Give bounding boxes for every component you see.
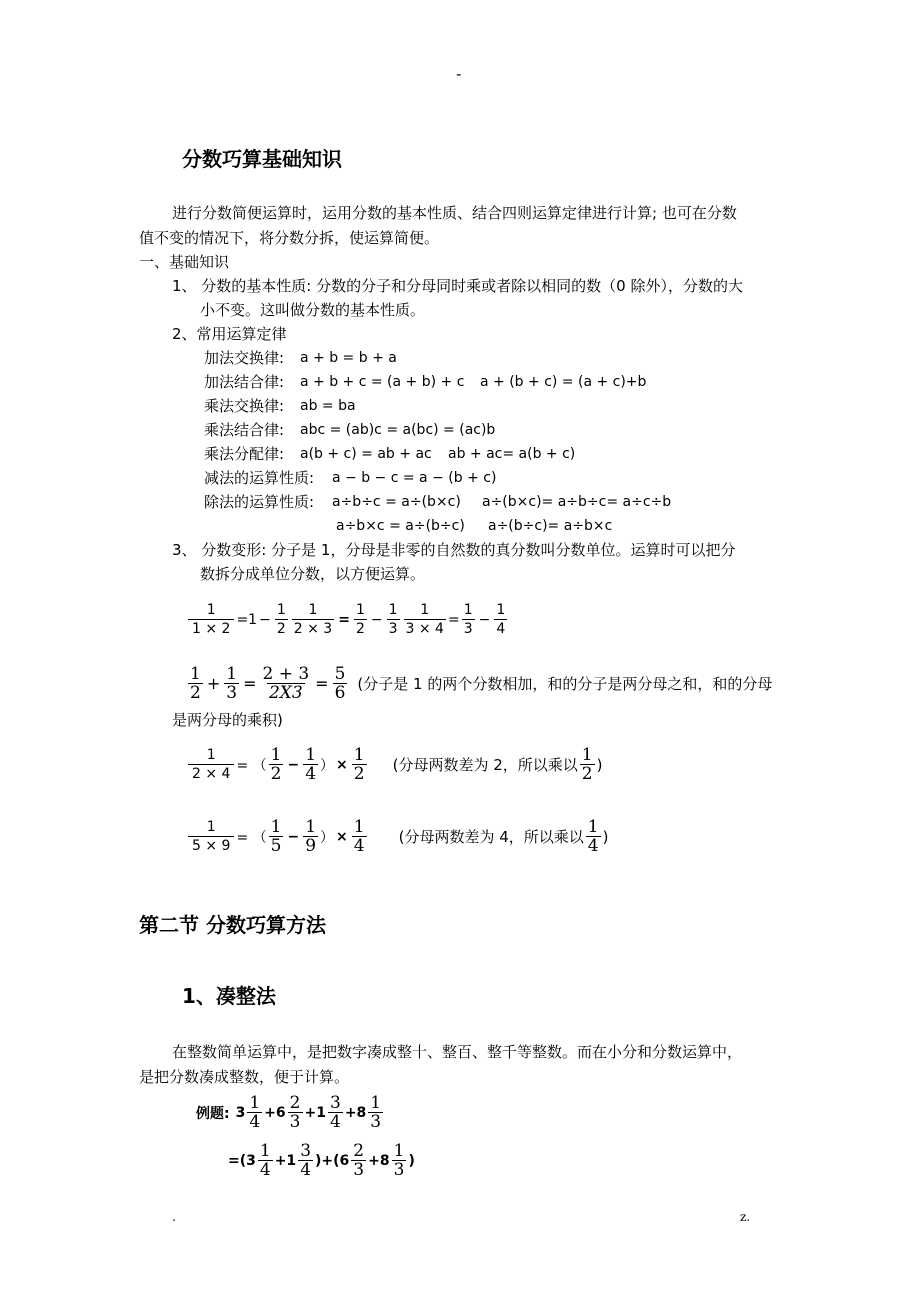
equals-paren: = （ [236,829,267,846]
formula-4-note-end: ) [602,827,609,846]
footer-left: . [172,1210,176,1224]
formula-2-note: (分子是 1 的两个分数相加，和的分子是两分母之和，和的分母 [357,674,773,693]
item1-line-1: 1、 分数的基本性质: 分数的分子和分母同时乘或者除以相同的数（0 除外），分数的大 [172,277,743,295]
equals-one: =1 [236,611,258,628]
law-expr: a(b + c) = ab + ac [300,446,432,462]
header-mark: - [456,65,462,83]
fraction: $\frac{3}{4}$ [300,1141,312,1180]
group-open: =(3 [228,1152,256,1169]
fraction: $\frac{1}{3 \times 4}$ [405,602,444,637]
law-expr-alt: ab + ac= a(b + c) [448,446,576,462]
group-close: ) [408,1152,415,1169]
item3-line-1: 3、 分数变形: 分子是 1，分母是非零的自然数的真分数叫分数单位。运算时可以把分 [172,541,736,559]
formula-2 [186,665,772,702]
footer-right: z. [740,1210,751,1224]
law-expr-extra-alt: a÷(b÷c)= a÷b×c [488,518,613,534]
intro-line-2: 值不变的情况下，将分数分拆，使运算简便。 [139,229,440,247]
fraction: $\frac{1}{5}$ [270,817,282,856]
close-paren: ） [320,829,335,846]
equals-sign: = [315,674,329,693]
plus-whole: +6 [264,1104,286,1121]
minus-sign: − [370,611,383,628]
law-label: 加法结合律: [204,373,285,391]
page-title: 分数巧算基础知识 [182,147,342,171]
fraction: $\frac{1}{4}$ [249,1093,261,1132]
minus-sign: − [287,756,300,773]
law-expr-extra: a÷b×c = a÷(b÷c) [336,518,465,534]
law-label: 乘法分配律: [204,445,285,463]
fraction: $\frac{1}{2}$ [190,664,201,703]
law-expr: a + b = b + a [300,350,397,366]
fraction: $\frac{1}{4}$ [353,817,365,856]
item3-line-2: 数拆分成单位分数，以方便运算。 [200,565,426,583]
fraction: $\frac{1}{4}$ [587,817,599,856]
law-label: 减法的运算性质: [204,469,315,487]
formula-4-note: (分母两数差为 4，所以乘以 [398,827,584,846]
fraction: $\frac{1}{3}$ [388,602,398,637]
section-heading-methods: 第二节 分数巧算方法 [139,913,326,937]
fraction: $\frac{1}{2 \times 4}$ [188,746,234,783]
law-label: 乘法结合律: [204,421,285,439]
equals-sign: = [447,611,460,628]
minus-sign: − [259,611,271,628]
close-paren: ） [320,757,335,774]
fraction: $\frac{2 + 3}{2X3}$ [262,664,310,703]
times-sign: × [336,828,348,845]
method-heading: 1、凑整法 [182,984,276,1008]
equals-paren: = （ [236,757,267,774]
formula-4 [186,818,608,855]
fraction: $\frac{1}{3}$ [370,1093,382,1132]
fraction: $\frac{1}{3}$ [463,602,473,637]
fraction: $\frac{1}{2}$ [353,745,365,784]
fraction: $\frac{1}{4}$ [305,745,317,784]
formula-3 [186,746,602,783]
fraction: $\frac{3}{4}$ [329,1093,341,1132]
fraction: $\frac{1}{2}$ [270,745,282,784]
fraction: $\frac{1}{2}$ [276,602,286,637]
plus-whole: +8 [344,1104,367,1121]
law-label: 加法交换律: [204,349,285,367]
formula-3-note-end: ) [596,755,603,774]
example-line-1 [196,1094,385,1131]
fraction: $\frac{1}{2}$ [581,745,593,784]
fraction: $\frac{2}{3}$ [289,1093,301,1132]
fraction: $\frac{1}{9}$ [305,817,317,856]
law-expr: a÷b÷c = a÷(b×c) [332,494,461,510]
fraction: $\frac{1}{4}$ [496,602,506,637]
fraction: $\frac{1}{2 \times 3}$ [293,602,333,637]
fraction: $\frac{5}{6}$ [334,664,346,703]
group-middle: )+(6 [315,1152,350,1169]
fraction: $\frac{1}{3}$ [393,1141,405,1180]
law-label: 除法的运算性质: [204,493,315,511]
item1-line-2: 小不变。这叫做分数的基本性质。 [200,301,426,319]
method-text-line-2: 是把分数凑成整数，便于计算。 [139,1068,350,1086]
law-row [204,346,284,370]
fraction: $\frac{1}{5 \times 9}$ [188,818,234,855]
example-line-2 [228,1142,415,1179]
law-expr-alt: a + (b + c) = (a + c)+b [480,374,647,390]
equals-sign: = [243,674,257,693]
whole-number: 3 [235,1104,246,1121]
intro-line-1: 进行分数简便运算时，运用分数的基本性质、结合四则运算定律进行计算; 也可在分数 [172,204,737,222]
fraction: $\frac{1}{3}$ [226,664,238,703]
formula-1 [186,601,509,638]
plus-sign: + [206,674,221,693]
fraction: $\frac{2}{3}$ [353,1141,365,1180]
formula-3-note: (分母两数差为 2，所以乘以 [392,755,578,774]
law-expr: a − b − c = a − (b + c) [332,470,497,486]
formula-2-note-cont: 是两分母的乘积) [172,711,283,729]
minus-sign: − [287,828,300,845]
plus-whole: +1 [274,1152,297,1169]
section-heading-basics: 一、基础知识 [139,253,230,271]
minus-sign: − [478,611,491,628]
equals-sign: = [338,611,350,628]
times-sign: × [336,756,348,773]
fraction: $\frac{1}{4}$ [259,1141,271,1180]
plus-whole: +8 [368,1152,390,1169]
law-expr-alt: a÷(b×c)= a÷b÷c= a÷c÷b [482,494,672,510]
item2-heading: 2、常用运算定律 [172,325,287,343]
method-text-line-1: 在整数简单运算中，是把数字凑成整十、整百、整千等整数。而在小分和分数运算中， [172,1043,743,1061]
plus-whole: +1 [304,1104,326,1121]
example-label: 例题: [196,1105,230,1122]
law-label: 乘法交换律: [204,397,285,415]
law-expr: ab = ba [300,398,356,414]
law-expr: abc = (ab)c = a(bc) = (ac)b [300,422,496,438]
fraction: $\frac{1}{2}$ [355,602,365,637]
fraction: $\frac{1}{1 \times 2}$ [188,601,234,638]
law-expr: a + b + c = (a + b) + c [300,374,465,390]
